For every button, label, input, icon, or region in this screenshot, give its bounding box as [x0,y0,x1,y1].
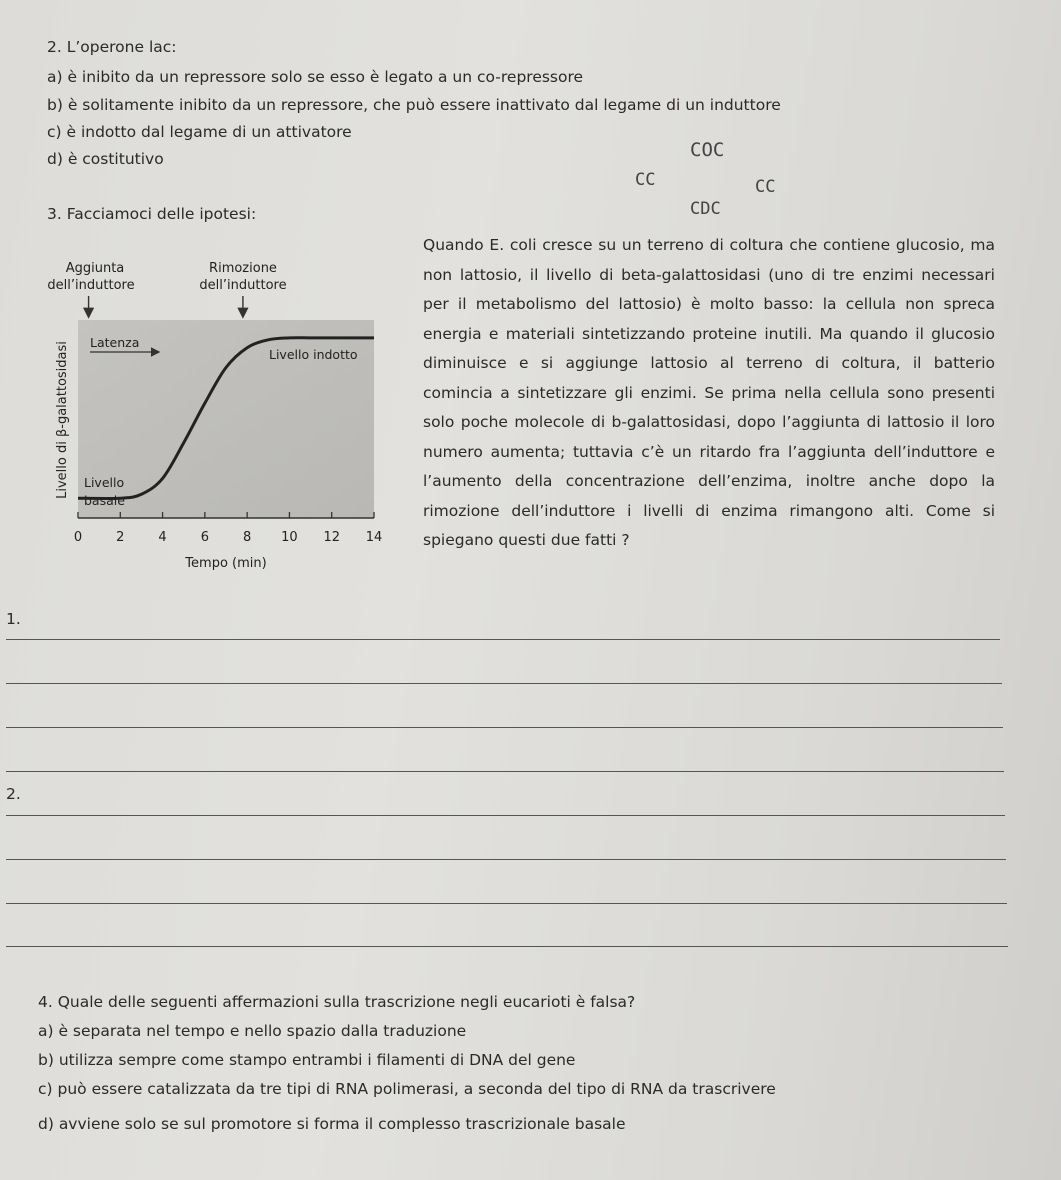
answer-line [6,771,1004,772]
x-tick-label: 10 [281,530,298,545]
q3-paragraph: Quando E. coli cresce su un terreno di coltura che contiene glucosio, ma non lattosio, il livello di beta-galattosidasi (uno di tre enzimi necessari per il metabolismo del lattosio) è molto basso: la cellula non spreca energia e materiali sintetizzando proteine inutili. Ma quando il glucosio diminuisce e si aggiunge lattosio al terreno di coltura, il batterio comincia a sintetizzare gli enzimi. Se prima nella cellula sono presenti solo poche molecole di b-galattosidasi, dopo l’aggiunta di lattosio il loro numero aumenta; tuttavia c’è un ritardo fra l’aggiunta dell’induttore e l’aumento della concentrazione dell’enzima, inoltre anche dopo la rimozione dell’induttore i livelli di enzima rimangono alti. Come si spiegano questi due fatti ? [423,236,995,549]
q4-option-a: a) è separata nel tempo e nello spazio dalla traduzione [38,1022,467,1040]
induced-level-label: Livello indotto [269,347,358,362]
x-tick-label: 0 [73,530,83,545]
x-axis-label: Tempo (min) [185,556,267,571]
x-tick-label: 4 [158,530,167,545]
answer-line [6,946,1008,947]
x-tick-label: 2 [116,530,125,545]
x-tick-label: 6 [200,530,209,545]
basal-level-label-1: Livello [84,475,125,490]
answer-line [6,683,1002,684]
add-inducer-label-1: Aggiunta [65,261,125,276]
q4-option-b: b) utilizza sempre come stampo entrambi i filamenti di DNA del gene [38,1051,576,1069]
handwritten-note: COC [690,139,725,161]
answer-line [6,815,1005,816]
basal-level-label-2: basale [84,493,125,508]
x-tick-label: 12 [323,530,340,545]
answer-line [6,727,1003,728]
q2-option-d: d) è costitutivo [47,150,164,168]
answer-line [6,903,1007,904]
latency-label: Latenza [90,335,140,350]
handwritten-note: CDC [690,199,721,219]
q3-title: 3. Facciamoci delle ipotesi: [47,205,257,223]
handwritten-note: CC [755,177,776,197]
answer-line [6,639,1000,640]
remove-inducer-label-2: dell’induttore [199,278,287,293]
q2-option-b: b) è solitamente inibito da un repressore, che può essere inattivato dal legame di un induttore [47,96,781,114]
q2-option-c: c) è indotto dal legame di un attivatore [47,123,352,141]
y-axis-label: Livello di β-galattosidasi [55,341,70,499]
handwritten-note: CC [635,170,656,190]
q2-title: 2. L’operone lac: [47,38,177,56]
remove-inducer-label-1: Rimozione [209,261,277,276]
answer-line [6,859,1006,860]
q4-option-d: d) avviene solo se sul promotore si forma il complesso trascrizionale basale [38,1115,626,1133]
answer-label-1: 1. [6,610,21,628]
x-tick-label: 8 [243,530,252,545]
answer-label-2: 2. [6,785,21,803]
add-inducer-label-2: dell’induttore [47,278,135,293]
q4-title: 4. Quale delle seguenti affermazioni sulla trascrizione negli eucarioti è falsa? [38,993,636,1011]
q2-option-a: a) è inibito da un repressore solo se esso è legato a un co-repressore [47,68,584,86]
x-tick-label: 14 [365,530,383,545]
q4-option-c: c) può essere catalizzata da tre tipi di RNA polimerasi, a seconda del tipo di RNA da trascrivere [38,1080,776,1098]
